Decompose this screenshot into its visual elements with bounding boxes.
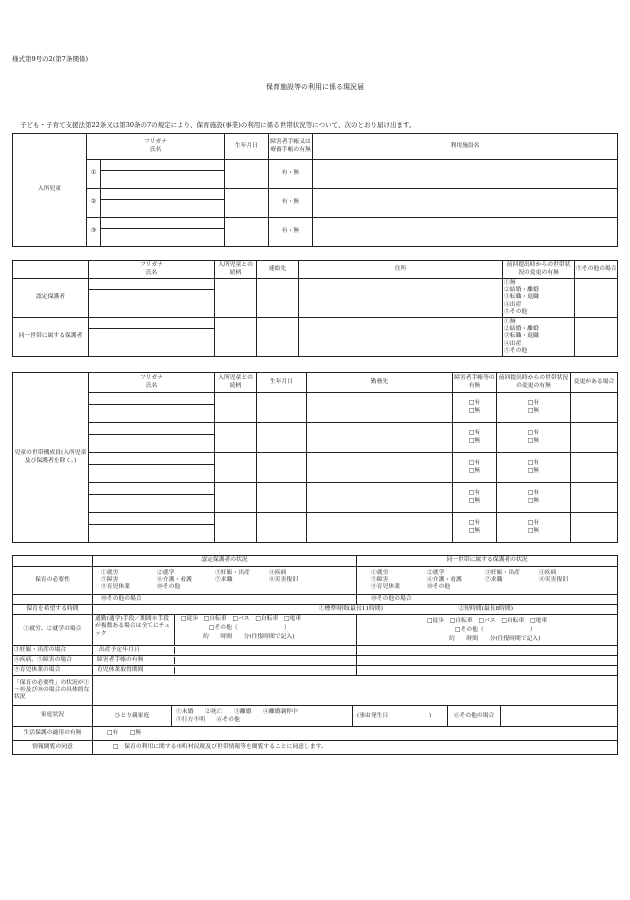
member-reason-input[interactable] [571,423,618,453]
facility-header: 利用施設名 [313,134,618,160]
hours-options[interactable]: ①標準時間(最長11時間) ②短時間(最長8時間) [93,605,618,615]
member-name-input[interactable] [89,525,215,543]
family-other-label: ⑥その他の場合 [448,706,501,726]
household-name-input[interactable] [89,329,215,357]
child-dob-input[interactable] [225,160,269,189]
change-header: 前回提出時からの世帯状況の変更の有無 [503,261,575,279]
guardian-label: 認定保護者 [13,279,89,318]
household-need-other[interactable]: ⑩その他の場合 [357,595,618,605]
commute-label: ①就労、②就学の場合 [13,615,93,646]
birth-value-label: 出産予定年月日 [93,647,175,654]
birth-label: ③妊娠・出産の場合 [13,646,93,656]
child-facility-input[interactable] [313,218,618,247]
child-furigana-input[interactable] [101,160,225,171]
member-name-input[interactable] [89,405,215,423]
other-header: ⑤その他の場合 [575,261,618,279]
member-work-input[interactable] [307,393,453,423]
member-reason-input[interactable] [571,453,618,483]
household-need-options[interactable]: ①就労 ②就学 ③妊娠・出産 ④疾病 ⑤障害 ⑥介護・看護 ⑦求職 ⑧災害復旧 ⑨育児休業 ⑩その他 [357,567,618,595]
household-illness-input[interactable] [357,656,618,666]
leave-value-label: 育児休業取得期間 [93,667,175,674]
member-handbook-yn[interactable]: □有 □無 [453,393,497,423]
child-furigana-input[interactable] [101,189,225,200]
illness-value-label: 障害者手帳の有無 [93,657,175,664]
contact-header: 連絡先 [257,261,299,279]
member-name-input[interactable] [89,495,215,513]
household-address-input[interactable] [299,318,503,357]
member-handbook-yn[interactable]: □有 □無 [453,453,497,483]
member-change-yn[interactable]: □有 □無 [497,483,571,513]
relation-header: 入所児童との続柄 [215,261,257,279]
household-contact-input[interactable] [257,318,299,357]
member-relation-input[interactable] [215,423,257,453]
commute-desc: 通勤(通学)手段／期間※手段が複数ある場合は全てにチェック [93,615,175,645]
child-handbook-yn[interactable]: 有・無 [269,189,313,218]
consent-label: 情報閲覧の同意 [13,741,93,755]
childcare-need-table [12,555,618,755]
children-table [12,133,618,247]
commute-opts[interactable]: □徒歩 □自転車 □バス □自転車 □電車 [181,616,302,622]
child-facility-input[interactable] [313,160,618,189]
member-dob-input[interactable] [257,513,307,543]
form-title: 保育施設等の利用に係る現況届 [266,83,364,91]
member-reason-header: 変更がある場合 [571,373,618,393]
guardian-furigana-input[interactable] [89,279,215,290]
child-facility-input[interactable] [313,189,618,218]
child-dob-input[interactable] [225,189,269,218]
children-section-label: 入所児童 [13,134,87,247]
member-work-input[interactable] [307,423,453,453]
form-number: 様式第9号の2(第7条関係) [12,55,88,63]
household-status-header: 同一世帯に属する保護者の状況 [357,556,618,567]
member-name-input[interactable] [89,465,215,483]
handbook-header: 障害者手帳又は療養手帳の有無 [269,134,313,160]
members-section-label: 児童の世帯構成員(入所児童及び保護者を除く。) [13,373,89,543]
guardian-name-input[interactable] [89,290,215,318]
child-handbook-yn[interactable]: 有・無 [269,218,313,247]
member-relation-header: 入所児童との続柄 [215,373,257,393]
member-reason-input[interactable] [571,513,618,543]
guardian-commute[interactable]: 通勤(通学)手段／期間※手段が複数ある場合は全てにチェック □徒歩 □自転車 □バス □自転車 □電車 □その他（ ） 約 時間 分(往復時間で記入) [93,615,357,646]
household-furigana-input[interactable] [89,318,215,329]
member-change-yn[interactable]: □有 □無 [497,423,571,453]
member-dob-header: 生年月日 [257,373,307,393]
member-change-yn[interactable]: □有 □無 [497,393,571,423]
illness-label: ④疾病、⑤障害の場合 [13,656,93,666]
member-dob-input[interactable] [257,453,307,483]
guardian-change-options[interactable]: ①無 ②結婚・離婚 ③転職・退職 ④出産 ⑤その他 [503,279,575,318]
hours-label: 保育を希望する時間 [13,605,93,615]
address-header: 住所 [299,261,503,279]
household-relation-input[interactable] [215,318,257,357]
member-handbook-yn[interactable]: □有 □無 [453,513,497,543]
member-relation-input[interactable] [215,393,257,423]
member-reason-input[interactable] [571,393,618,423]
member-dob-input[interactable] [257,423,307,453]
welfare-label: 生活保護の適用の有無 [13,727,93,741]
member-relation-input[interactable] [215,483,257,513]
welfare-options[interactable]: □有 □無 [93,727,618,741]
member-work-input[interactable] [307,513,453,543]
child-row-number: ③ [87,218,101,247]
detail-input[interactable] [93,676,618,706]
household-leave-input[interactable] [357,666,618,676]
guardian-contact-input[interactable] [257,279,299,318]
family-date[interactable]: (事由発生日 ) [353,706,448,726]
child-name-input[interactable] [101,200,225,218]
member-furigana-input[interactable] [89,393,215,405]
child-name-input[interactable] [101,171,225,189]
member-work-input[interactable] [307,453,453,483]
member-furigana-input[interactable] [89,453,215,465]
member-work-header: 勤務先 [307,373,453,393]
guardian-need-other[interactable]: ⑩その他の場合 [93,595,357,605]
member-furigana-input[interactable] [89,513,215,525]
family-options[interactable]: ①未婚 ②死亡 ③離婚 ④離婚調停中 ⑤行方不明 ⑥その他 [172,706,353,726]
child-furigana-input[interactable] [101,218,225,229]
guardian-name-header: フリガナ 氏名 [89,261,215,279]
member-relation-input[interactable] [215,513,257,543]
member-handbook-header: 障害者手帳等の有無 [453,373,497,393]
household-change-options[interactable]: ①無 ②結婚・離婚 ③転職・退職 ④出産 ⑤その他 [503,318,575,357]
furigana-name-header: フリガナ 氏名 [87,134,225,160]
household-other-input[interactable] [575,318,618,357]
member-dob-input[interactable] [257,483,307,513]
leave-label: ⑨育児休業の場合 [13,666,93,676]
member-change-yn[interactable]: □有 □無 [497,513,571,543]
child-name-input[interactable] [101,229,225,247]
member-furigana-input[interactable] [89,423,215,435]
guardian-other-input[interactable] [575,279,618,318]
household-commute[interactable]: □徒歩 □自転車 □バス □自転車 □電車 □その他（ ） 約 時間 分(往復時間で記入) [357,615,618,646]
intro-text: 子ども・子育て支援法第22条又は第30条の7の規定により、保育施設(事業)の利用に係る世帯状況等について、次のとおり届け出ます。 [20,121,416,129]
guardian-address-input[interactable] [299,279,503,318]
dob-header: 生年月日 [225,134,269,160]
member-dob-input[interactable] [257,393,307,423]
member-reason-input[interactable] [571,483,618,513]
guardian-status-header: 認定保護者の状況 [93,556,357,567]
child-handbook-yn[interactable]: 有・無 [269,160,313,189]
member-name-header: フリガナ 氏名 [89,373,215,393]
member-handbook-yn[interactable]: □有 □無 [453,423,497,453]
detail-label: 「保育の必要性」の状況が①～⑩及び⑩の場合の具体的な状況 [13,676,93,706]
child-row-number: ② [87,189,101,218]
member-change-header: 前回提出時からの世帯状況の変更の有無 [497,373,571,393]
member-work-input[interactable] [307,483,453,513]
household-birth-input[interactable] [357,646,618,656]
guardian-relation-input[interactable] [215,279,257,318]
guardians-table [12,260,618,357]
member-handbook-yn[interactable]: □有 □無 [453,483,497,513]
member-name-input[interactable] [89,435,215,453]
child-row-number: ① [87,160,101,189]
single-parent-label: ひとり親家庭 [93,706,172,726]
guardian-need-options[interactable]: ①就労 ②就学 ③妊娠・出産 ④疾病 ⑤障害 ⑥介護・看護 ⑦求職 ⑧災害復旧 ⑨育児休業 ⑩その他 [93,567,357,595]
need-label: 保育の必要性 [13,567,93,595]
child-dob-input[interactable] [225,218,269,247]
member-relation-input[interactable] [215,453,257,483]
member-furigana-input[interactable] [89,483,215,495]
household-guardian-label: 同一世帯に属する保護者 [13,318,89,357]
consent-checkbox[interactable]: □ 保育の利用に関する市町村民税及び世帯情報等を閲覧することに同意します。 [93,741,618,755]
members-table [12,372,618,543]
member-change-yn[interactable]: □有 □無 [497,453,571,483]
family-label: 家庭状況 [13,706,93,727]
